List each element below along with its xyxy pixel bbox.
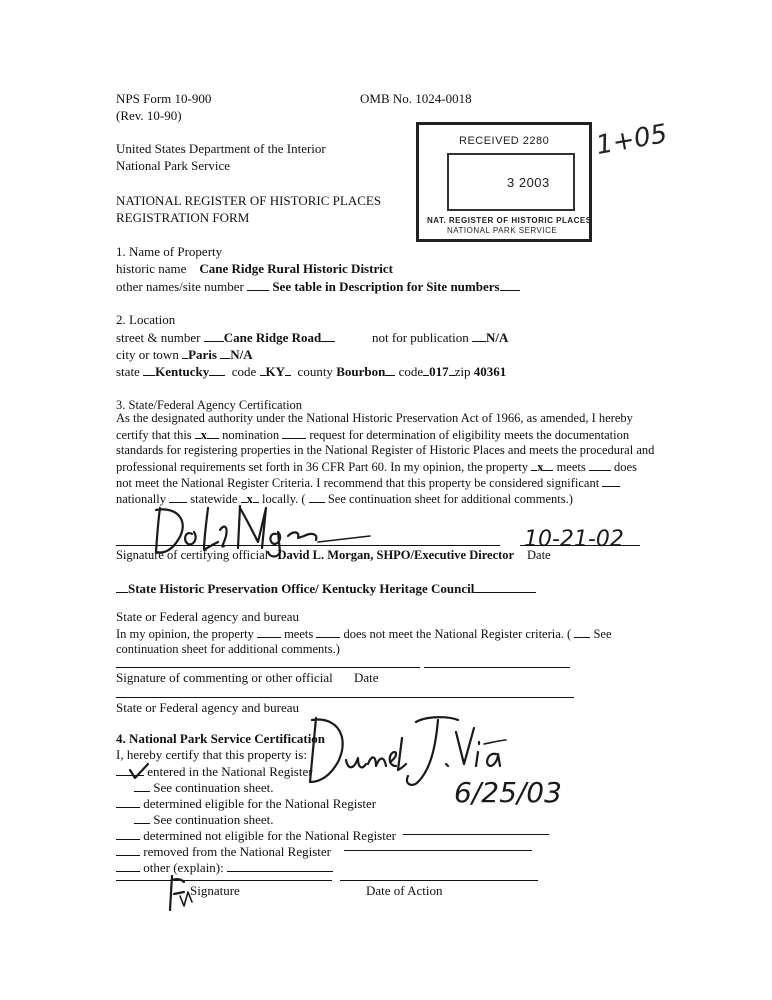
stamp-line-2: NATIONAL PARK SERVICE <box>447 226 558 235</box>
state-code-label: code <box>231 364 257 379</box>
commenting-label: Signature of commenting or other official <box>116 670 333 685</box>
form-subtitle: REGISTRATION FORM <box>116 210 250 225</box>
nps-signature-line <box>116 880 332 881</box>
state-tail <box>209 363 225 376</box>
stamp-line-1: NAT. REGISTER OF HISTORIC PLACES <box>427 216 592 225</box>
statewide-label: statewide <box>190 492 238 506</box>
cert-line-2c: request for determination of eligibility meets the documentation <box>309 428 630 442</box>
nps-signature-label: Signature <box>190 883 240 898</box>
other-names-blank <box>247 278 269 291</box>
opinion-b: meets <box>284 627 314 641</box>
opinion-e: continuation sheet for additional comments.) <box>116 642 340 656</box>
other-names-label: other names/site number <box>116 279 244 294</box>
nps-intro: I, hereby certify that this property is: <box>116 747 307 762</box>
cert-line-3: standards for registering properties in the National Register of Historic Places and meets the procedural and <box>116 443 655 457</box>
omb-number: OMB No. 1024-0018 <box>360 91 472 106</box>
cert-line-1: As the designated authority under the National Historic Preservation Act of 1966, as amended, I hereby <box>116 411 633 425</box>
significant-blank <box>602 474 620 487</box>
state-blank <box>143 363 155 376</box>
removed-label: removed from the National Register <box>143 844 331 859</box>
commenting-signature-line <box>116 667 420 668</box>
service: National Park Service <box>116 158 231 173</box>
city-value: Paris <box>188 347 217 362</box>
not-eligible-line <box>403 834 549 835</box>
vicinity-blank <box>220 346 230 359</box>
certification-date-text: 10-21-02 <box>524 527 624 552</box>
street-label: street & number <box>116 330 201 345</box>
not-eligible-blank[interactable] <box>116 827 140 840</box>
cert-line-5 <box>116 474 620 491</box>
other-explain-blank[interactable] <box>227 859 333 872</box>
other-names-tail <box>500 278 520 291</box>
date-signature-line <box>520 545 640 546</box>
cert-line-2 <box>116 426 629 443</box>
opinion-meets-blank <box>257 625 281 638</box>
nationally-label: nationally <box>116 492 166 506</box>
nfp-label: not for publication <box>372 330 469 345</box>
cert-line-5a: not meet the National Register Criteria. I recommend that this property be considered significant <box>116 476 600 490</box>
department: United States Department of the Interior <box>116 141 326 156</box>
agency-row <box>116 580 536 597</box>
see-continuation-2-label: See continuation sheet. <box>153 812 274 827</box>
other-row <box>116 859 333 876</box>
removed-blank[interactable] <box>116 843 140 856</box>
cert-line-6d: See continuation sheet for additional comments.) <box>327 492 573 506</box>
cert-line-2b: nomination <box>222 428 280 442</box>
historic-name-label: historic name <box>116 261 187 276</box>
agency-tail <box>474 580 536 593</box>
other-names-row <box>116 278 520 295</box>
state-row <box>116 363 506 380</box>
locally-check: x <box>246 492 253 506</box>
official-signature-line <box>116 545 500 546</box>
section-3-heading: 3. State/Federal Agency Certification <box>116 398 303 412</box>
received-stamp <box>416 122 592 242</box>
agency-label-2: State or Federal agency and bureau <box>116 700 300 715</box>
opinion-not-meet-blank <box>316 625 340 638</box>
zip-label: zip <box>454 364 471 379</box>
eligible-blank[interactable] <box>116 795 140 808</box>
commenting-date-line <box>424 667 570 668</box>
opinion-row <box>116 625 612 642</box>
nomination-check: x <box>200 428 208 442</box>
state-label: state <box>116 364 140 379</box>
see-continuation-1 <box>134 779 273 796</box>
opinion-see-blank <box>574 625 590 638</box>
city-label: city or town <box>116 347 179 362</box>
cert-line-4 <box>116 458 637 475</box>
state-code-tail <box>285 363 291 376</box>
city-row <box>116 346 253 363</box>
nomination-blank-post <box>207 426 219 439</box>
cert-line-2a: certify that this <box>116 428 192 442</box>
section-1-heading: 1. Name of Property <box>116 244 223 259</box>
zip-value: 40361 <box>473 364 507 379</box>
other-blank[interactable] <box>116 859 140 872</box>
commenting-date-label: Date <box>354 670 379 685</box>
official-signature-row <box>116 547 514 563</box>
nfp-row <box>372 329 508 346</box>
historic-name-value: Cane Ridge Rural Historic District <box>199 261 393 276</box>
not-eligible-row <box>116 827 396 844</box>
form-title: NATIONAL REGISTER OF HISTORIC PLACES <box>116 193 382 208</box>
request-blank <box>282 426 306 439</box>
form-number: NPS Form 10-900 <box>116 91 212 106</box>
section-4-heading: 4. National Park Service Certification <box>116 731 326 746</box>
vicinity-value: N/A <box>230 347 253 362</box>
meets-blank-post <box>543 458 553 471</box>
county-code-value: 017 <box>429 364 449 379</box>
county-value: Bourbon <box>336 364 386 379</box>
keeper-initials <box>164 872 194 914</box>
see-continuation-2-blank[interactable] <box>134 811 150 824</box>
stamp-received: RECEIVED 2280 <box>459 135 550 147</box>
does-blank <box>589 458 611 471</box>
official-date-label: Date <box>527 548 551 562</box>
street-value: Cane Ridge Road <box>223 330 322 345</box>
county-code-label: code <box>398 364 424 379</box>
not-eligible-label: determined not eligible for the National Register <box>143 828 396 843</box>
opinion-a: In my opinion, the property <box>116 627 254 641</box>
cert-line-4b: meets <box>556 460 586 474</box>
section-2-heading: 2. Location <box>116 312 176 327</box>
official-signature-label: Signature of certifying official <box>116 548 269 562</box>
entered-label: entered in the National Register <box>147 764 313 779</box>
cert-line-4a: professional requirements set forth in 36 CFR Part 60. In my opinion, the property <box>116 460 529 474</box>
nfp-value: N/A <box>486 330 509 345</box>
locally-label: locally. ( <box>261 492 306 506</box>
historic-name-row <box>116 261 393 277</box>
action-date-text: 6/25/03 <box>454 776 562 809</box>
eligible-row <box>116 795 376 812</box>
agency-bureau-line <box>116 697 574 698</box>
eligible-label: determined eligible for the National Register <box>143 796 377 811</box>
form-revision: (Rev. 10-90) <box>116 108 182 123</box>
state-code-value: KY <box>265 364 286 379</box>
cert-line-4c: does <box>614 460 637 474</box>
entered-check-mark <box>126 760 152 782</box>
date-of-action-line <box>340 880 538 881</box>
date-of-action-label: Date of Action <box>366 883 443 898</box>
margin-note: 1+05 <box>593 119 670 161</box>
street-blank <box>204 329 224 342</box>
opinion-d: See <box>593 627 612 641</box>
other-names-value: See table in Description for Site numbers <box>272 279 500 294</box>
street-row <box>116 329 335 346</box>
official-name: David L. Morgan, SHPO/Executive Director <box>277 548 515 562</box>
agency-blank <box>116 580 128 593</box>
street-tail <box>321 329 335 342</box>
stamp-date: 3 2003 <box>507 175 550 190</box>
opinion-c: does not meet the National Register criteria. ( <box>343 627 572 641</box>
state-value: Kentucky <box>155 364 210 379</box>
county-tail <box>385 363 395 376</box>
nfp-blank <box>472 329 486 342</box>
see-continuation-1-label: See continuation sheet. <box>153 780 274 795</box>
meets-check: x <box>537 460 544 474</box>
action-date-handwritten <box>452 772 562 812</box>
see-continuation-2 <box>134 811 273 828</box>
county-label: county <box>297 364 333 379</box>
agency-value: State Historic Preservation Office/ Kentucky Heritage Council <box>128 581 475 596</box>
removed-line <box>344 850 532 851</box>
other-label: other (explain): <box>143 860 224 875</box>
removed-row <box>116 843 331 860</box>
agency-label: State or Federal agency and bureau <box>116 609 300 624</box>
